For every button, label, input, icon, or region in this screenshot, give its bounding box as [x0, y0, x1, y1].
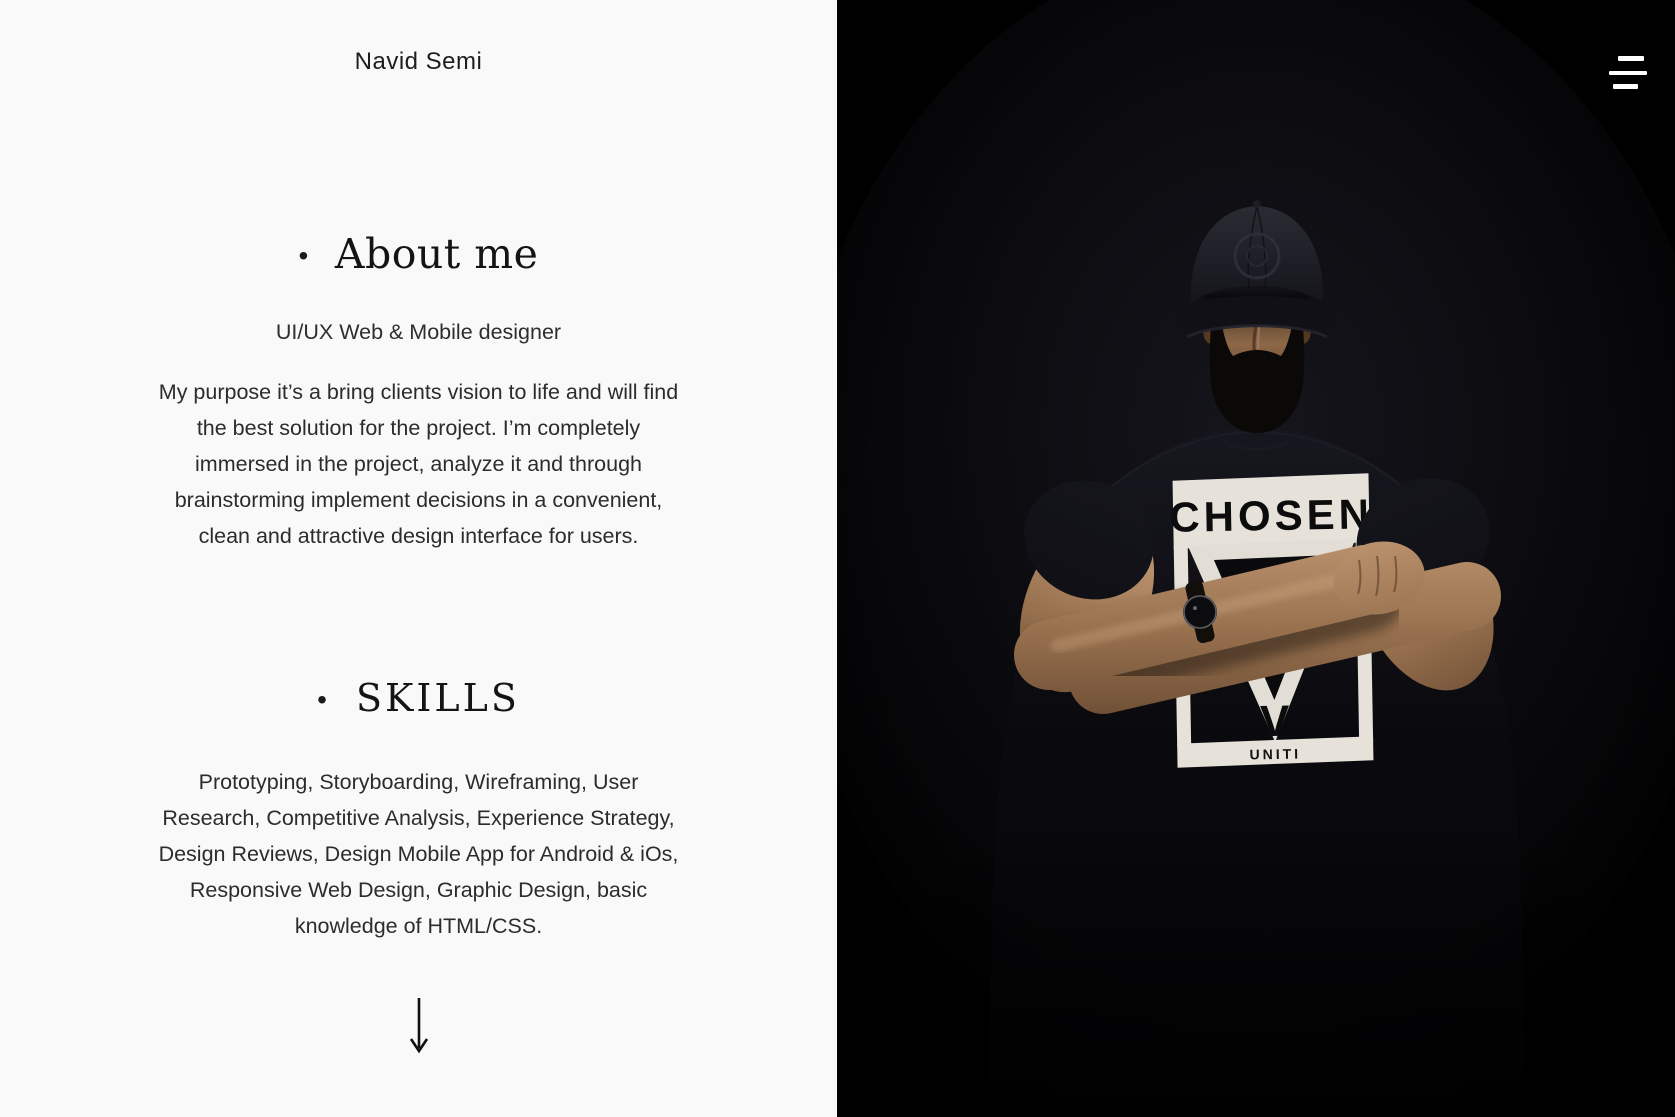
site-logo[interactable]: Navid Semi [354, 48, 483, 75]
skills-title: SKILLS [355, 676, 520, 720]
about-heading [299, 228, 539, 280]
hero-photo-panel [837, 0, 1675, 1117]
paragraph-line: immersed in the project, analyze it and through [195, 452, 642, 476]
paragraph-line: Research, Competitive Analysis, Experience Strategy, [162, 806, 675, 830]
bottom-fade [837, 820, 1675, 1117]
paragraph-line: the best solution for the project. I’m completely [196, 416, 641, 440]
paragraph-line: clean and attractive design interface for users. [198, 524, 639, 548]
about-subtitle: UI/UX Web & Mobile designer [275, 320, 562, 344]
scroll-down-indicator[interactable] [408, 996, 430, 1063]
hamburger-menu-icon [1609, 71, 1647, 76]
about-title: About me [334, 230, 539, 278]
paragraph-line: Responsive Web Design, Graphic Design, basic [189, 878, 648, 902]
bullet-icon: • [317, 684, 330, 715]
paragraph-line: Prototyping, Storyboarding, Wireframing, User [198, 770, 639, 794]
paragraph-line: Design Reviews, Design Mobile App for Android & iOs, [158, 842, 679, 866]
skills-paragraph [159, 764, 679, 944]
paragraph-line: brainstorming implement decisions in a convenient, [174, 488, 663, 512]
hamburger-menu-icon [1613, 84, 1638, 89]
paragraph-line: knowledge of HTML/CSS. [294, 914, 543, 938]
skills-heading [317, 672, 520, 724]
menu-button[interactable] [1609, 55, 1649, 93]
content-panel [0, 0, 837, 1117]
down-arrow-icon [408, 996, 430, 1058]
paragraph-line: My purpose it’s a bring clients vision to life and will find [158, 380, 679, 404]
hero-photo [837, 0, 1675, 1117]
about-paragraph [159, 374, 678, 554]
hamburger-menu-icon [1618, 56, 1644, 61]
bullet-icon: • [298, 240, 309, 271]
